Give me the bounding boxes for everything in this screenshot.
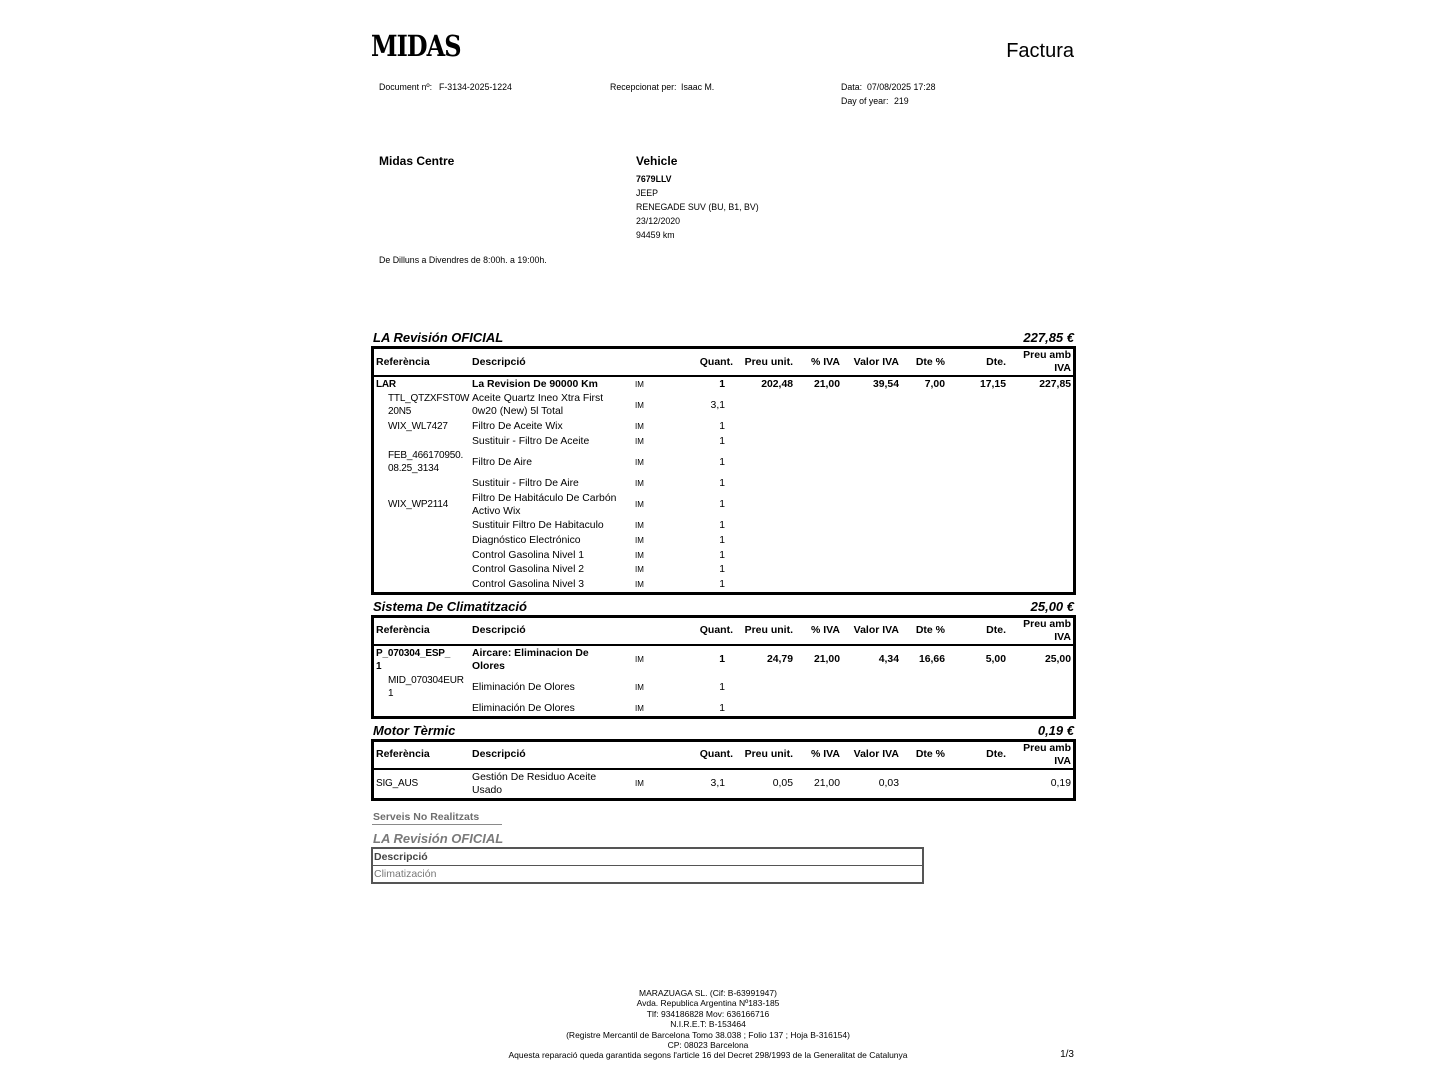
cell-total-with-vat: [1008, 577, 1073, 592]
column-header-unit-price: Preu unit.: [735, 618, 795, 646]
table-header-row: [373, 849, 922, 866]
cell-description: Filtro De Aire: [472, 456, 533, 468]
table-row: [374, 434, 1073, 449]
cell-discount-percent: [901, 392, 947, 420]
column-header-unit: [632, 742, 690, 770]
column-header-discount: Dte.: [947, 618, 1008, 646]
cell-total-with-vat: [1008, 533, 1073, 548]
footer-company: MARAZUAGA SL. (Cif: B-63991947): [639, 988, 777, 998]
document-number-label: Document nº:: [379, 82, 433, 92]
items-table: [371, 346, 1076, 595]
cell-discount-percent: [901, 519, 947, 534]
cell-vat-value: [842, 434, 901, 449]
cell-discount-percent: [901, 533, 947, 548]
cell-quantity: 3,1: [710, 778, 725, 790]
column-header-description: Descripció: [373, 849, 922, 866]
cell-total-with-vat: [1008, 548, 1073, 563]
cell-description: Control Gasolina Nivel 2: [472, 564, 585, 576]
cell-unit-price: [735, 476, 795, 491]
column-header-quantity: Quant.: [690, 349, 735, 377]
vehicle-plate: 7679LLV: [636, 174, 672, 184]
cell-discount: [947, 519, 1008, 534]
cell-unit-price: [735, 577, 795, 592]
cell-unit: IM: [635, 580, 644, 590]
received-by-label: Recepcionat per:: [610, 82, 677, 92]
cell-discount-percent: [901, 449, 947, 477]
cell-unit: IM: [635, 779, 644, 789]
column-header-discount-percent: Dte %: [901, 618, 947, 646]
section-total: 25,00 €: [1030, 598, 1074, 614]
cell-vat-value: [842, 533, 901, 548]
cell-total-with-vat: 25,00: [1044, 654, 1071, 666]
cell-description: Sustituir - Filtro De Aire: [472, 478, 579, 490]
column-header-vat-value: Valor IVA: [842, 618, 901, 646]
column-header-reference: Referència: [374, 742, 470, 770]
cell-vat-value: [842, 419, 901, 434]
table-row: [374, 770, 1073, 798]
cell-description: Aircare: Eliminacion De Olores: [472, 647, 589, 672]
section-header: [371, 719, 1076, 739]
cell-discount-percent: [901, 491, 947, 519]
cell-quantity: 1: [719, 478, 725, 490]
cell-unit-price: [735, 701, 795, 716]
footer-postcode: CP: 08023 Barcelona: [667, 1040, 749, 1051]
cell-vat-value: [842, 449, 901, 477]
cell-unit-price: [735, 491, 795, 519]
cell-unit: IM: [635, 704, 644, 714]
cell-discount: [947, 491, 1008, 519]
cell-reference: [374, 701, 470, 716]
cell-description: Sustituir - Filtro De Aceite: [472, 435, 590, 447]
invoice-sections: [371, 326, 1076, 801]
cell-vat-value: [842, 476, 901, 491]
table-row: [374, 548, 1073, 563]
cell-description: Eliminación De Olores: [472, 681, 575, 693]
cell-quantity: 1: [719, 703, 725, 715]
cell-unit-price: [735, 674, 795, 702]
column-header-quantity: Quant.: [690, 742, 735, 770]
table-row: [374, 449, 1073, 477]
cell-vat-percent: [795, 419, 842, 434]
cell-quantity: 1: [719, 564, 725, 576]
cell-unit-price: 24,79: [766, 654, 793, 666]
cell-reference: LAR: [376, 378, 396, 390]
cell-total-with-vat: [1008, 449, 1073, 477]
cell-discount-percent: [901, 770, 947, 798]
section-title: LA Revisión OFICIAL: [373, 330, 504, 345]
cell-reference: [374, 476, 470, 491]
cell-description: Filtro De Aceite Wix: [472, 421, 563, 433]
cell-description: Sustituir Filtro De Habitaculo: [472, 520, 604, 532]
cell-discount: 5,00: [985, 654, 1006, 666]
cell-discount-percent: [901, 419, 947, 434]
cell-discount: [947, 563, 1008, 578]
cell-reference: [374, 519, 470, 534]
cell-total-with-vat: [1008, 701, 1073, 716]
cell-unit: IM: [635, 550, 644, 560]
invoice-section: [371, 595, 1076, 719]
column-header-description: Descripció: [470, 742, 632, 770]
table-header-row: [374, 349, 1073, 377]
cell-quantity: 1: [719, 520, 725, 532]
cell-discount-percent: [901, 548, 947, 563]
column-header-reference: Referència: [374, 618, 470, 646]
document-number: F-3134-2025-1224: [439, 82, 512, 92]
cell-vat-value: 4,34: [878, 654, 899, 666]
cell-vat-percent: [795, 392, 842, 420]
items-table: [371, 739, 1076, 801]
cell-unit-price: [735, 548, 795, 563]
section-title: Motor Tèrmic: [373, 722, 456, 738]
cell-discount-percent: [901, 476, 947, 491]
column-header-unit-price: Preu unit.: [735, 349, 795, 377]
table-row: [374, 701, 1073, 716]
not-done-title: Serveis No Realitzats: [372, 810, 502, 825]
cell-discount: [947, 770, 1008, 798]
footer-registry: (Registre Mercantil de Barcelona Tomo 38.038 ; Folio 137 ; Hoja B-316154): [566, 1029, 850, 1040]
table-row: [374, 519, 1073, 534]
section-title: Sistema De Climatització: [373, 598, 527, 614]
column-header-reference: Referència: [374, 349, 470, 377]
cell-total-with-vat: [1008, 434, 1073, 449]
cell-discount-percent: 7,00: [924, 378, 945, 390]
page-number: 1/3: [1060, 1049, 1074, 1060]
cell-quantity: 1: [719, 435, 725, 447]
cell-vat-percent: [795, 563, 842, 578]
cell-discount: [947, 674, 1008, 702]
cell-vat-percent: [795, 533, 842, 548]
cell-total-with-vat: [1008, 563, 1073, 578]
cell-reference: WIX_WP2114: [388, 499, 449, 511]
cell-discount: [947, 577, 1008, 592]
cell-vat-percent: 21,00: [813, 778, 840, 790]
cell-vat-value: [842, 392, 901, 420]
footer-phones: Tlf: 934186828 Mov: 636166716: [646, 1008, 770, 1019]
table-row: [374, 419, 1073, 434]
vehicle-registration-date: 23/12/2020: [636, 216, 681, 226]
cell-discount: [947, 476, 1008, 491]
cell-reference: TTL_QTZXFST0W 20N5: [388, 393, 470, 418]
cell-unit: IM: [635, 500, 644, 510]
cell-total-with-vat: 227,85: [1039, 378, 1071, 390]
cell-reference: [374, 563, 470, 578]
cell-description: La Revision De 90000 Km: [472, 378, 598, 390]
column-header-discount-percent: Dte %: [901, 742, 947, 770]
cell-vat-percent: 21,00: [813, 654, 840, 666]
cell-vat-value: [842, 548, 901, 563]
cell-discount: [947, 449, 1008, 477]
column-header-vat-value: Valor IVA: [842, 349, 901, 377]
cell-vat-value: 0,03: [878, 778, 899, 790]
not-done-table: [371, 847, 924, 884]
cell-unit: IM: [635, 536, 644, 546]
cell-reference: [374, 533, 470, 548]
cell-vat-percent: [795, 476, 842, 491]
table-row: [374, 646, 1073, 674]
document-type-title: Factura: [1006, 40, 1074, 62]
cell-vat-percent: [795, 491, 842, 519]
cell-reference: [374, 577, 470, 592]
cell-unit: IM: [635, 422, 644, 432]
cell-description: Gestión De Residuo Aceite Usado: [472, 771, 597, 796]
cell-vat-percent: [795, 434, 842, 449]
cell-vat-percent: [795, 701, 842, 716]
column-header-vat-percent: % IVA: [795, 742, 842, 770]
table-row: [374, 577, 1073, 592]
cell-quantity: 1: [719, 654, 725, 666]
vehicle-mileage: 94459 km: [636, 230, 675, 240]
cell-reference: P_070304_ESP_ 1: [376, 647, 451, 672]
cell-quantity: 3,1: [710, 399, 725, 411]
cell-reference: WIX_WL7427: [388, 421, 448, 433]
cell-unit-price: 0,05: [772, 778, 793, 790]
cell-total-with-vat: [1008, 519, 1073, 534]
cell-vat-percent: [795, 449, 842, 477]
day-of-year: 219: [894, 96, 909, 106]
column-header-quantity: Quant.: [690, 618, 735, 646]
table-header-row: [374, 742, 1073, 770]
cell-discount-percent: 16,66: [918, 654, 945, 666]
midas-logo: MIDAS: [371, 28, 461, 64]
column-header-total-with-vat: Preu amb IVA: [1008, 618, 1073, 646]
cell-vat-percent: [795, 519, 842, 534]
cell-description: Control Gasolina Nivel 3: [472, 579, 585, 591]
footer-warranty: Aquesta reparació queda garantida segons l'article 16 del Decret 298/1993 de la Generalitat de Catalunya: [508, 1050, 908, 1061]
cell-unit-price: [735, 392, 795, 420]
cell-vat-value: [842, 519, 901, 534]
cell-vat-value: [842, 674, 901, 702]
cell-quantity: 1: [719, 456, 725, 468]
column-header-total-with-vat: Preu amb IVA: [1008, 742, 1073, 770]
cell-quantity: 1: [719, 535, 725, 547]
cell-quantity: 1: [719, 499, 725, 511]
table-row: [374, 377, 1073, 392]
section-total: 0,19 €: [1037, 722, 1074, 738]
cell-vat-value: [842, 491, 901, 519]
cell-discount-percent: [901, 563, 947, 578]
cell-description: Aceite Quartz Ineo Xtra First 0w20 (New) 5l Total: [472, 393, 604, 418]
column-header-discount-percent: Dte %: [901, 349, 947, 377]
cell-quantity: 1: [719, 681, 725, 693]
column-header-unit-price: Preu unit.: [735, 742, 795, 770]
column-header-discount: Dte.: [947, 742, 1008, 770]
section-header: [371, 326, 1076, 346]
cell-total-with-vat: [1008, 392, 1073, 420]
received-by: Isaac M.: [681, 82, 715, 92]
items-table: [371, 615, 1076, 719]
column-header-description: Descripció: [470, 349, 632, 377]
day-of-year-label: Day of year:: [841, 96, 889, 106]
column-header-unit: [632, 618, 690, 646]
cell-unit: IM: [635, 436, 644, 446]
table-row: [374, 533, 1073, 548]
cell-discount-percent: [901, 577, 947, 592]
cell-description: Eliminación De Olores: [472, 703, 575, 715]
cell-vat-value: [842, 563, 901, 578]
cell-reference: FEB_466170950. 08.25_3134: [388, 450, 464, 475]
cell-reference: SIG_AUS: [376, 778, 418, 790]
cell-vat-value: [842, 577, 901, 592]
not-done-section-title: LA Revisión OFICIAL: [373, 831, 504, 846]
table-row: [374, 476, 1073, 491]
cell-unit-price: [735, 449, 795, 477]
cell-discount: [947, 533, 1008, 548]
cell-total-with-vat: [1008, 419, 1073, 434]
footer-niret: N.I.R.E.T: B-153464: [670, 1019, 746, 1030]
cell-unit: IM: [635, 521, 644, 531]
cell-total-with-vat: 0,19: [1050, 778, 1071, 790]
cell-discount: 17,15: [979, 378, 1006, 390]
section-total: 227,85 €: [1023, 330, 1074, 345]
invoice-date: 07/08/2025 17:28: [867, 82, 936, 92]
cell-unit: IM: [635, 457, 644, 467]
section-header: [371, 595, 1076, 615]
cell-discount-percent: [901, 434, 947, 449]
cell-discount: [947, 419, 1008, 434]
cell-discount: [947, 548, 1008, 563]
vehicle-details: [636, 172, 759, 242]
cell-total-with-vat: [1008, 491, 1073, 519]
table-row: [374, 674, 1073, 702]
cell-description: Control Gasolina Nivel 1: [472, 549, 585, 561]
cell-reference: MID_070304EUR 1: [388, 675, 464, 700]
cell-unit-price: [735, 519, 795, 534]
table-row: [374, 563, 1073, 578]
cell-unit-price: [735, 419, 795, 434]
invoice-section: [371, 326, 1076, 595]
opening-hours: De Dilluns a Divendres de 8:00h. a 19:00h.: [379, 254, 547, 265]
cell-total-with-vat: [1008, 674, 1073, 702]
vehicle-heading: Vehicle: [636, 154, 678, 168]
company-footer: [358, 988, 1058, 1061]
cell-vat-percent: [795, 577, 842, 592]
cell-discount: [947, 701, 1008, 716]
footer-address: Avda. Republica Argentina Nº183-185: [636, 998, 780, 1009]
cell-vat-percent: [795, 674, 842, 702]
cell-unit: IM: [635, 655, 644, 665]
table-header-row: [374, 618, 1073, 646]
table-row: [374, 392, 1073, 420]
table-row: [373, 866, 922, 882]
cell-unit: IM: [635, 565, 644, 575]
cell-quantity: 1: [719, 421, 725, 433]
cell-discount: [947, 434, 1008, 449]
workshop-name: Midas Centre: [379, 154, 455, 168]
cell-vat-value: [842, 701, 901, 716]
table-row: [374, 491, 1073, 519]
column-header-vat-value: Valor IVA: [842, 742, 901, 770]
column-header-total-with-vat: Preu amb IVA: [1008, 349, 1073, 377]
cell-reference: [374, 548, 470, 563]
cell-description: Climatización: [374, 867, 437, 880]
date-label: Data:: [841, 82, 863, 92]
cell-description: Filtro De Habitáculo De Carbón Activo Wix: [472, 492, 617, 517]
cell-unit: IM: [635, 479, 644, 489]
cell-unit-price: 202,48: [761, 378, 793, 390]
cell-description: Diagnóstico Electrónico: [472, 535, 581, 547]
cell-vat-percent: 21,00: [813, 378, 840, 390]
cell-quantity: 1: [719, 579, 725, 591]
invoice-section: [371, 719, 1076, 801]
cell-unit-price: [735, 533, 795, 548]
cell-quantity: 1: [719, 378, 725, 390]
cell-discount-percent: [901, 701, 947, 716]
cell-unit: IM: [635, 682, 644, 692]
cell-vat-percent: [795, 548, 842, 563]
cell-unit: IM: [635, 400, 644, 410]
cell-unit-price: [735, 434, 795, 449]
column-header-unit: [632, 349, 690, 377]
cell-unit: IM: [635, 379, 644, 389]
column-header-discount: Dte.: [947, 349, 1008, 377]
vehicle-model: RENEGADE SUV (BU, B1, BV): [636, 202, 759, 212]
cell-quantity: 1: [719, 549, 725, 561]
cell-discount: [947, 392, 1008, 420]
column-header-vat-percent: % IVA: [795, 349, 842, 377]
cell-total-with-vat: [1008, 476, 1073, 491]
cell-vat-value: 39,54: [872, 378, 899, 390]
vehicle-brand: JEEP: [636, 188, 659, 198]
cell-reference: [374, 434, 470, 449]
column-header-description: Descripció: [470, 618, 632, 646]
column-header-vat-percent: % IVA: [795, 618, 842, 646]
cell-unit-price: [735, 563, 795, 578]
cell-discount-percent: [901, 674, 947, 702]
